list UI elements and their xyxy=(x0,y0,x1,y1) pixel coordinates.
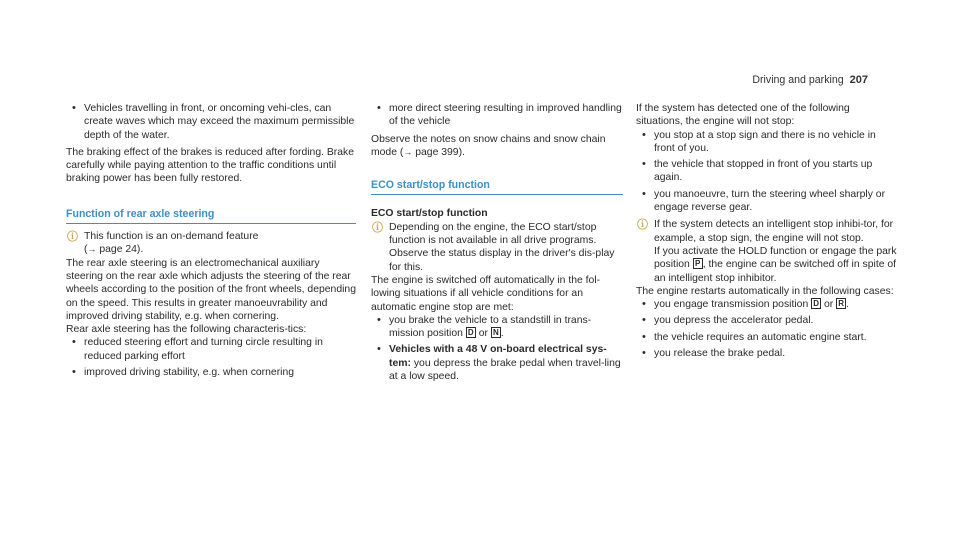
page-number: 207 xyxy=(849,74,868,86)
bullet-list xyxy=(371,102,623,129)
page-reference-link[interactable]: page 399). xyxy=(415,146,465,158)
list-item xyxy=(371,314,623,341)
bullet-list xyxy=(66,102,356,142)
list-item: • reduced steering effort and turning circle resulting in reduced parking effort xyxy=(66,336,356,363)
list-item: • the vehicle that stopped in front of you starts up again. xyxy=(636,158,898,185)
bullet-list xyxy=(371,314,623,383)
note-ref-open: ( xyxy=(84,244,88,256)
bullet-list xyxy=(636,129,898,215)
list-item: • more direct steering resulting in improved handling of the vehicle xyxy=(371,102,623,129)
bullet-list xyxy=(636,298,898,360)
paragraph: The engine is switched off automatically in the fol-lowing situations if all vehicle conditions for an automatic engine stop are met: xyxy=(371,274,601,313)
info-icon: ⓘ xyxy=(67,231,78,244)
paragraph: The engine restarts automatically in the following cases: xyxy=(636,285,894,297)
gear-r-icon: R xyxy=(836,298,846,309)
info-note xyxy=(66,230,356,257)
item-text: . xyxy=(500,328,504,340)
item-text: you engage transmission position xyxy=(654,299,809,311)
note-text xyxy=(654,245,898,285)
section-heading-eco: ECO start/stop function xyxy=(371,179,623,195)
list-item: • you release the brake pedal. xyxy=(636,347,898,360)
note-text-part: , the engine can be switched off in spite of an intelligent stop inhibitor. xyxy=(654,259,897,284)
list-item: • Vehicles travelling in front, or oncoming vehi-cles, can create waves which may exceed the maximum permissible depth of the water. xyxy=(66,102,356,142)
info-note xyxy=(371,221,623,274)
item-text: you brake the vehicle to a standstill in trans-mission position xyxy=(389,314,592,340)
bullet-list xyxy=(66,336,356,379)
paragraph: If the system has detected one of the following situations, the engine will not stop: xyxy=(636,103,850,128)
note-text: Depending on the engine, the ECO start/stop function is not available in all drive programs. Observe the status display in the driver's dis-play for this. xyxy=(389,221,615,273)
gear-p-icon: P xyxy=(693,258,703,269)
note-text: This function is an on-demand feature xyxy=(84,231,259,243)
column-middle xyxy=(371,102,623,386)
list-item: • you stop at a stop sign and there is no vehicle in front of you. xyxy=(636,129,898,156)
paragraph: The braking effect of the brakes is reduced after fording. Brake carefully while paying attention to the traffic conditions until braking power has been fully restored. xyxy=(66,146,355,185)
paragraph-text: Observe the notes on snow chains and snow chain mode ( xyxy=(371,133,606,158)
sub-heading-eco: ECO start/stop function xyxy=(371,208,488,220)
running-header xyxy=(752,74,868,87)
note-text-part: If you activate the HOLD function or engage the park position xyxy=(654,245,897,271)
gear-d-icon: D xyxy=(811,298,821,309)
item-text: or xyxy=(824,299,834,311)
section-name: Driving and parking xyxy=(752,74,844,86)
list-item xyxy=(636,298,898,311)
info-icon: ⓘ xyxy=(637,219,648,232)
item-bold-lead: Vehicles with a 48 V on-board electrical sys-tem: xyxy=(389,344,607,369)
item-text: . xyxy=(846,299,850,311)
list-item: • you depress the accelerator pedal. xyxy=(636,314,898,327)
info-note xyxy=(636,218,898,284)
item-text: or xyxy=(478,328,488,340)
item-text: you depress the brake pedal when travel-ling at a low speed. xyxy=(389,357,621,383)
note-text: If the system detects an intelligent stop inhibi-tor, for example, a stop sign, the engine will not stop. xyxy=(654,219,894,244)
paragraph xyxy=(371,133,623,160)
list-item: • the vehicle requires an automatic engine start. xyxy=(636,331,898,344)
list-item: • you manoeuvre, turn the steering wheel sharply or engage reverse gear. xyxy=(636,188,898,215)
page-reference-link[interactable]: page 24). xyxy=(99,244,144,256)
column-right xyxy=(636,102,898,363)
column-left xyxy=(66,102,356,382)
paragraph: The rear axle steering is an electromechanical auxiliary steering on the rear axle which adjusts the steering of the rear wheels according to the position of the front wheels, depending on the speed. This results in greater manoeuvrability and improved driving stability, e.g. when cornering. xyxy=(66,257,356,322)
list-item xyxy=(371,343,623,383)
section-heading-rear-axle: Function of rear axle steering xyxy=(66,208,356,224)
reference-arrow-icon: → xyxy=(87,244,97,255)
gear-n-icon: N xyxy=(491,327,501,338)
list-item: • improved driving stability, e.g. when cornering xyxy=(66,366,356,379)
gear-d-icon: D xyxy=(466,327,476,338)
paragraph: Rear axle steering has the following characteris-tics: xyxy=(66,324,307,336)
reference-arrow-icon: → xyxy=(403,146,413,157)
info-icon: ⓘ xyxy=(372,221,383,234)
